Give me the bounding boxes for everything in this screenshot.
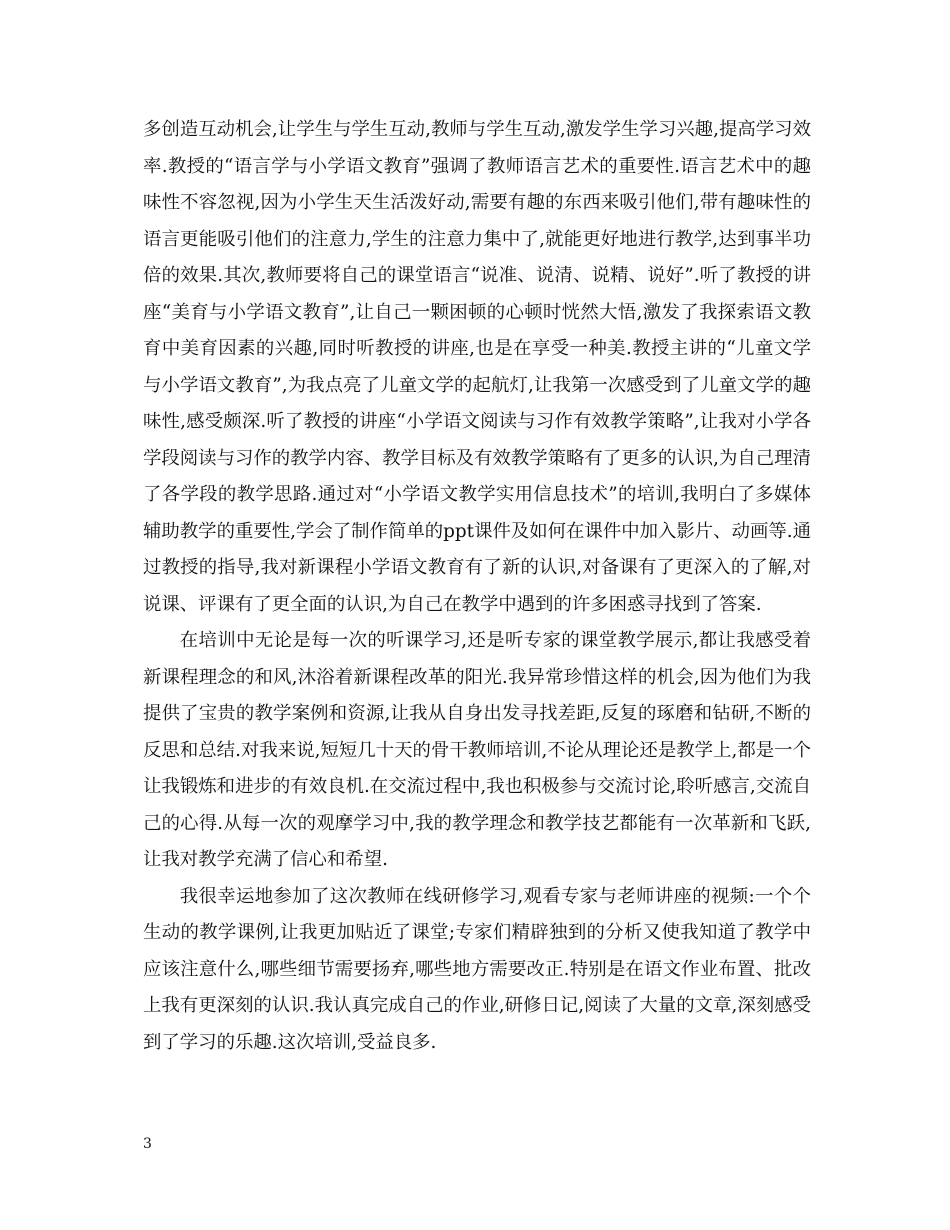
paragraph-2: 在培训中无论是每一次的听课学习,还是听专家的课堂教学展示,都让我感受着新课程理念的和风,沐浴着新课程改革的阳光.我异常珍惜这样的机会,因为他们为我提供了宝贵的教学案例和资源,让我从自身出发寻找差距,反复的琢磨和钻研,不断的反思和总结.对我来说,短短几十天的骨干教师培训,不论从理论还是教学上,都是一个让我锻炼和进步的有效良机.在交流过程中,我也积极参与交流讨论,聆听感言,交流自己的心得.从每一次的观摩学习中,我的教学理念和教学技艺都能有一次革新和飞跃,让我对教学充满了信心和希望. — [143, 630, 811, 870]
paragraph-3: 我很幸运地参加了这次教师在线研修学习,观看专家与老师讲座的视频:一个个生动的教学课例,让我更加贴近了课堂;专家们精辟独到的分析又使我知道了教学中应该注意什么,哪些细节需要扬弃,哪些地方需要改正.特别是在语文作业布置、批改上我有更深刻的认识.我认真完成自己的作业,研修日记,阅读了大量的文章,深刻感受到了学习的乐趣.这次培训,受益良多. — [143, 885, 811, 1053]
paragraph-1: 多创造互动机会,让学生与学生互动,教师与学生互动,激发学生学习兴趣,提高学习效率.教授的“语言学与小学语文教育”强调了教师语言艺术的重要性.语言艺术中的趣味性不容忽视,因为小学生天生活泼好动,需要有趣的东西来吸引他们,带有趣味性的语言更能吸引他们的注意力,学生的注意力集中了,就能更好地进行教学,达到事半功倍的效果.其次,教师要将自己的课堂语言“说准、说清、说精、说好”.听了教授的讲座“美育与小学语文教育”,让自己一颗困顿的心顿时恍然大悟,激发了我探索语文教育中美育因素的兴趣,同时听教授的讲座,也是在享受一种美.教授主讲的“儿童文学与小学语文教育”,为我点亮了儿童文学的起航灯,让我第一次感受到了儿童文学的趣味性,感受颇深.听了教授的讲座“小学语文阅读与习作有效教学策略”,让我对小学各学段阅读与习作的教学内容、教学目标及有效教学策略有了更多的认识,为自己理清了各学段的教学思路.通过对“小学语文教学实用信息技术”的培训,我明白了多媒体辅助教学的重要性,学会了制作简单的ppt课件及如何在课件中加入影片、动画等.通过教授的指导,我对新课程小学语文教育有了新的认识,对备课有了更深入的了解,对说课、评课有了更全面的认识,为自己在教学中遇到的许多困惑寻找到了答案. — [143, 119, 811, 615]
page-number: 3 — [143, 1136, 152, 1152]
document-body — [143, 112, 811, 1061]
